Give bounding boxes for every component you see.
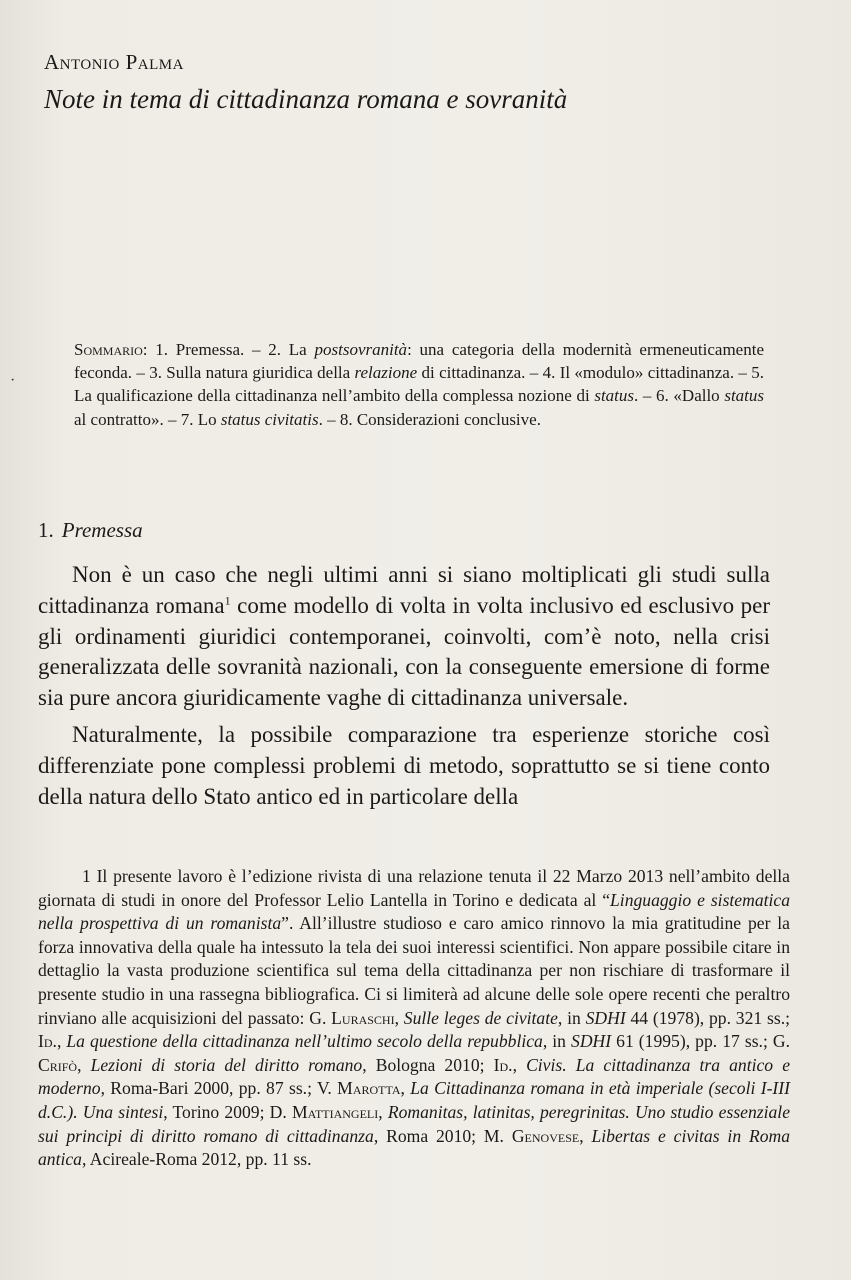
sommario-text: : una categoria della modernità ermeneuticamente feconda. – 3. Sulla natura giuridica della — [74, 340, 764, 383]
paragraph — [38, 560, 770, 714]
section-title: Premessa — [61, 518, 143, 542]
footnote-run: , — [400, 1078, 411, 1099]
sommario-text: status — [724, 386, 765, 406]
footnote-author: Id. — [493, 1054, 513, 1075]
footnote-author: Crifò — [38, 1054, 78, 1075]
footnote-work: Lezioni di storia del diritto romano — [90, 1054, 363, 1075]
footnote-author: Marotta — [337, 1078, 401, 1099]
footnote-run: 61 (1995), pp. 17 ss.; G. — [611, 1031, 790, 1052]
body-text — [38, 560, 770, 812]
footnote-work: La questione della cittadinanza nell’ultimo secolo della repubblica — [66, 1031, 543, 1052]
footnote-run: , Bologna 2010; — [362, 1054, 494, 1075]
author-name: Antonio Palma — [44, 50, 184, 74]
footnote-run: , Acireale-Roma 2012, pp. 11 ss. — [81, 1149, 312, 1170]
footnote-run: , — [77, 1054, 91, 1075]
footnote-text — [38, 865, 790, 1172]
paragraph-text: come modello di volta in volta inclusivo ed esclusivo per gli ordinamenti giuridici contemporanei, coinvolti, com’è noto, nella crisi generalizzata delle sovranità nazionali, con la conseguente emersione di forme sia pure ancora giuridicamente vaghe di cittadinanza universale. — [38, 592, 770, 711]
footnote-author: Luraschi — [331, 1007, 395, 1028]
footnote-run: , — [56, 1031, 67, 1052]
footnote-run: 1 Il presente lavoro è l’edizione rivista di una relazione tenuta il 22 Marzo 2013 nell’ambito della giornata di studi in onore del Professor Lelio Lantella in Torino e dedicata al “ — [38, 866, 790, 910]
article-title: Note in tema di cittadinanza romana e sovranità — [44, 84, 568, 114]
footnote-work: Civis. La cittadinanza tra antico e moderno — [38, 1054, 791, 1099]
footnote-work: Sulle leges de civitate — [403, 1007, 558, 1028]
sommario-text: di cittadinanza. – 4. Il «modulo» cittadinanza. – 5. La qualificazione della cittadinanza nell’ambito della complessa nozione di — [74, 363, 764, 406]
footnote-run: , in — [542, 1031, 572, 1052]
section-number: 1. — [38, 518, 54, 542]
section-heading — [38, 518, 143, 543]
footnote-run: , — [378, 1101, 388, 1122]
sommario-text: . – 8. Considerazioni conclusive. — [318, 409, 541, 429]
sommario-text: al contratto». – 7. Lo — [74, 409, 221, 429]
margin-mark: · — [10, 372, 16, 389]
sommario-text: status — [594, 386, 635, 406]
footnote-run: , Roma 2010; M. — [373, 1125, 512, 1146]
sommario-text: relazione — [354, 363, 418, 383]
sommario-label: Sommario — [74, 340, 143, 359]
footnote-run: 44 (1978), pp. 321 ss.; — [625, 1007, 790, 1028]
footnote-run: Linguaggio e sistematica nella prospettiva di un romanista — [38, 889, 790, 934]
footnote-journal: SDHI — [585, 1007, 626, 1028]
sommario-text: postsovranità — [314, 340, 408, 359]
footnote-run: , — [579, 1125, 592, 1146]
footnote-run: , in — [557, 1007, 586, 1028]
paragraph: Naturalmente, la possibile comparazione tra esperienze storiche così differenziate pone complessi problemi di metodo, soprattutto se si tiene conto della natura dello Stato antico ed in particolare della — [38, 721, 770, 809]
footnote-work: Romanitas, latinitas, peregrinitas. Uno studio essenziale sui principi di diritto romano di cittadinanza — [38, 1101, 791, 1146]
sommario-text: . – 6. «Dallo — [634, 386, 725, 406]
footnote-run: , Roma-Bari 2000, pp. 87 ss.; V. — [100, 1078, 338, 1099]
footnote-run: , Torino 2009; D. — [163, 1101, 292, 1122]
footnote-author: Id. — [38, 1031, 57, 1052]
footnote-author: Mattiangeli — [291, 1101, 379, 1122]
footnote-ref: 1 — [224, 593, 231, 608]
sommario-abstract — [74, 338, 764, 431]
sommario-text: : 1. Premessa. – 2. La — [142, 340, 315, 359]
footnote-run: , — [512, 1054, 527, 1075]
footnote-journal: SDHI — [571, 1031, 612, 1052]
footnote-run: ”. All’illustre studioso e caro amico rinnovo la mia gratitudine per la forza innovativa della quale ha intessuto la tela dei suoi interessi scientifici. Non appare possibile citare in dettaglio la vasta produzione scientifica sul tema della cittadinanza per non rischiare di trasformare il presente studio in una rassegna bibliografica. Ci si limiterà ad alcune delle sole opere recenti che peraltro rinviano alle acquisizioni del passato: G. — [38, 913, 790, 1028]
footnote — [38, 865, 790, 1172]
sommario-text: status civitatis — [220, 409, 319, 429]
footnote-author: Genovese — [511, 1125, 580, 1146]
footnote-run: , — [394, 1007, 404, 1028]
footnote-work: Libertas e civitas in Roma antica — [38, 1125, 791, 1170]
footnote-work: La Cittadinanza romana in età imperiale (secoli I-III d.C.). Una sintesi — [38, 1078, 790, 1122]
paragraph-text: Non è un caso che negli ultimi anni si siano moltiplicati gli studi sulla cittadinanza romana — [38, 562, 770, 618]
